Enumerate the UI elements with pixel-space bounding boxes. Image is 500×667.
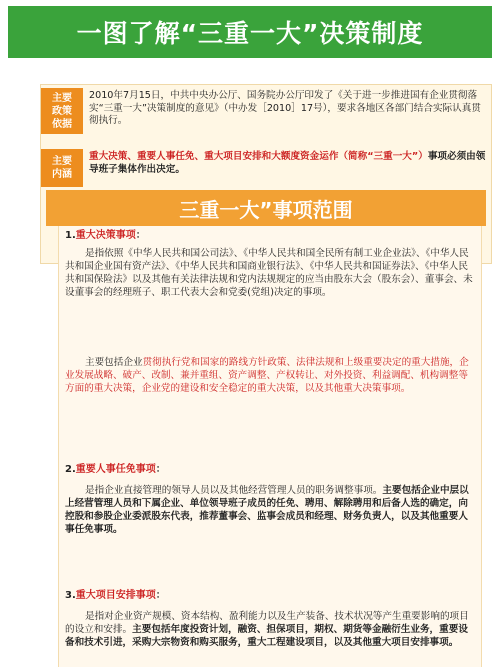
tag-line: 主要 [52,92,72,104]
tag-line: 主要 [52,156,72,167]
scope-content [58,226,482,667]
paragraph-text: 是指对企业资产规模、资本结构、盈利能力以及生产装备、技术状况等产生重要影响的项目的设立和安排。 [65,611,469,635]
item-title: 重大项目安排事项 [75,590,156,601]
policy-basis-tag [41,88,83,134]
title-banner [8,6,492,58]
item-paragraph [65,247,475,299]
paragraph-bold-text: 主要包括年度投资计划，融资、担保项目，期权、期货等金融衍生业务，重要设备和技术引进，采购大宗物资和购买服务，重大工程建设项目，以及其他重大项目安排事项。 [65,624,468,648]
item-paragraph [65,356,475,395]
policy-basis-text: 2010年7月15日，中共中央办公厅、国务院办公厅印发了《关于进一步推进国有企业贯彻落实“三重一大”决策制度的意见》（中办发［2010］17号），要求各地区各部门结合实际认真贯彻执行。 [89,90,481,126]
paragraph-text: 是指企业直接管理的领导人员以及其他经营管理人员的职务调整事项。 [85,485,383,496]
tag-line: 政策 [52,105,72,117]
page-title: 一图了解“三重一大”决策制度 [76,19,424,48]
policy-basis-row [41,88,493,134]
paragraph-red-text: 贯彻执行党和国家的路线方针政策、法律法规和上级重要决定的重大措施，企业发展战略、破产、改制、兼并重组、资产调整、产权转让、对外投资、利益调配、机构调整等方面的重大决策，企业党的建设和安全稳定的重大决策，以及其他重大决策事项。 [65,357,469,394]
tag-line: 依据 [52,118,72,130]
main-content-rest-text: 事项必须由领导班子集体作出决定。 [89,151,486,175]
paragraph-text: 是指依照《中华人民共和国公司法》、《中华人民共和国全民所有制工业企业法》、《中华人民共和国企业国有资产法》、《中华人民共和国商业银行法》、《中华人民共和国证券法》、《中华人民共和国保险法》以及其他有关法律法规和党内法规规定的应当由股东大会（股东会）、董事会、未设董事会的经理班子、职工代表大会和党委(党组)决定的事项。 [65,248,473,298]
main-content-tag [41,149,83,187]
main-content-red-text: 重大决策、重要人事任免、重大项目安排和大额度资金运作（简称“三重一大”） [89,151,428,162]
item-heading-major-decision [65,226,146,241]
item-title: 重大决策事项 [75,230,136,241]
item-heading-major-project [65,586,166,601]
main-content-text [83,149,493,187]
item-colon: ： [155,464,166,475]
section-title [46,190,486,226]
section-title-text: 三重一大”事项范围 [179,197,353,222]
item-colon: ： [135,230,146,241]
item-paragraph [65,610,475,649]
item-number: 1. [65,230,76,241]
tag-line: 内涵 [52,169,72,180]
paragraph-bold-text: 主要包括企业中层以上经营管理人员和下属企业、单位领导班子成员的任免、聘用、解除聘用和后备人选的确定，向控股和参股企业委派股东代表，推荐董事会、监事会成员和经理、财务负责人，以及其他重要人事任免事项。 [65,485,469,535]
paragraph-text: 主要包括企业 [85,357,143,368]
item-title: 重要人事任免事项 [75,464,156,475]
item-number: 2. [65,464,76,475]
item-number: 3. [65,590,76,601]
main-content-row [41,149,493,187]
item-paragraph [65,484,475,536]
item-heading-personnel [65,460,166,475]
item-colon: ： [155,590,166,601]
